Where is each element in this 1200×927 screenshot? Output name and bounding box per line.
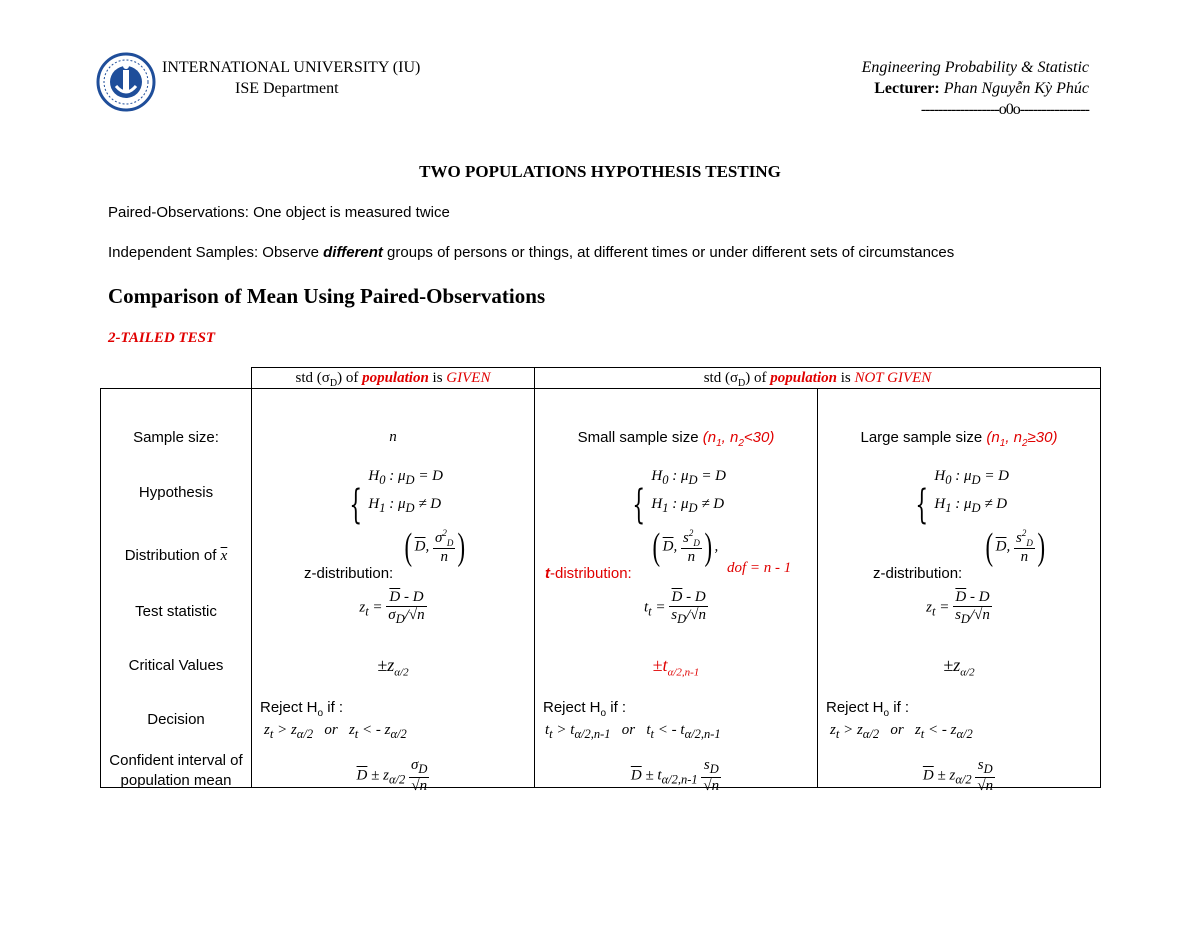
small-cond-1: (n [702,429,717,446]
header-not-given [535,368,1101,389]
small-reject-sub: o [600,708,607,719]
small-dof: dof = n - 1 [727,560,792,576]
large-hypothesis: {$H_0$ : $\mu_D = D$ $H_1$ : $\mu_D \ne D$ [915,468,1010,528]
label-decision: Decision [147,711,205,728]
header-given-is: is [428,370,447,386]
given-ci: $\overline{D} \pm z_{\alpha/2}$ $\frac{\sigma_D}{√n}$ [356,757,428,794]
large-size-text: Large sample size [860,429,987,446]
label-distribution-text: Distribution of [124,547,217,564]
large-ci: $\overline{D} \pm z_{\alpha/2}$ $\frac{s_D}{√n}$ [922,757,994,794]
large-size-cond: ($n_1$, $n_2\ge 30$) [986,429,1058,449]
label-distribution [101,547,251,565]
paired-definition: Paired-Observations: One object is measured twice [108,204,450,221]
label-test-statistic: Test statistic [135,603,217,620]
small-dist-name [545,565,632,582]
small-critical-value: $\pm t_{\alpha/2,n-1}$ [652,655,700,679]
header-given [252,368,535,389]
small-reject-suffix: if : [606,699,627,716]
independent-text-2: groups of persons or things, at different times or under different sets of circumstances [382,244,955,261]
large-dist-name: z-distribution: [873,565,963,582]
header-ng-status: NOT GIVEN [854,370,932,386]
large-reject-sub: o [883,708,890,719]
given-dist-name: z-distribution: [304,565,394,582]
given-hypothesis: {$H_0$ : $\mu_D = D$ $H_1$ : $\mu_D \ne D$ [349,468,444,528]
column-small-sample [535,389,818,794]
small-size-text: Small sample size [577,429,703,446]
given-reject-sub: o [317,708,324,719]
small-reject-text: Reject H [543,699,601,716]
small-decision-rule: $t_t > t_{\alpha/2,n-1}$ or $t_t$ < - $t_{\alpha/2,n-1}$ [545,722,721,741]
table-corner [101,368,252,389]
small-dist-text: -distribution: [550,565,632,582]
row-labels-column [101,389,252,788]
lecturer-name: Phan Nguyễn Kỳ Phúc [943,80,1089,97]
label-ci: Confident interval of population mean [109,752,243,789]
small-or: or [621,722,636,738]
page-title: TWO POPULATIONS HYPOTHESIS TESTING [419,162,781,181]
header-given-pop: population [362,370,429,386]
header-ng-pop: population [770,370,837,386]
small-sample-size [535,429,817,449]
given-test-statistic: $z_t$ = $\frac{\overline{D} - D}{\sigma_D/√n}$ [359,589,425,626]
given-distribution: ( $\overline{D}$, $\frac{\sigma^2_D}{n}$ ) z-distribution: [304,526,466,582]
header-ng-is: is [836,370,855,386]
small-decision-label [543,699,626,719]
section-heading: Comparison of Mean Using Paired-Observations [108,284,546,308]
small-distribution: ( $\overline{D}$, $\frac{s^2_D}{n}$ ) , t-distribution: dof = n - 1 [545,526,792,582]
large-decision-label [826,699,909,719]
column-large-sample [818,389,1101,794]
label-distribution-var: $\overline{x}$ [220,548,228,564]
header-given-status: GIVEN [446,370,491,386]
large-decision-rule: $z_t > z_{\alpha/2}$ or $z_t$ < - $z_{\alpha/2}$ [830,722,973,741]
given-critical-value: $\pm z_{\alpha/2}$ [377,655,409,679]
small-dist-t: t [545,565,550,582]
header-ng-prefix: std (σ [703,370,739,386]
independent-emphasis: different [323,244,383,261]
course-name: Engineering Probability & Statistic [861,59,1089,76]
university-name: INTERNATIONAL UNIVERSITY (IU) [162,59,421,76]
header-right [862,57,1089,120]
header-divider: ------------------o0o---------------- [920,101,1089,118]
given-or: or [324,722,338,738]
large-cond-1: (n [986,429,1000,446]
large-test-statistic: $z_t$ = $\frac{\overline{D} - D}{s_D/√n}$ [926,589,990,626]
large-sample-size [818,429,1100,449]
small-cond-3: <30) [743,429,775,446]
independent-text-1: Independent Samples: Observe [108,244,324,261]
large-distribution: ( $\overline{D}$, $\frac{s^2_D}{n}$ ) z-distribution: [873,526,1045,582]
header-left [162,57,420,99]
header-given-mid: ) of [337,370,363,386]
given-reject-text: Reject H [260,699,318,716]
given-sample-size: n [389,429,397,445]
department-name: ISE Department [235,80,339,97]
independent-definition [108,244,954,261]
large-critical-value: $\pm z_{\alpha/2}$ [943,655,975,679]
test-type-subheading: 2-TAILED TEST [108,330,216,346]
university-logo [96,52,156,112]
header-given-prefix: std (σ [295,370,330,386]
header-ng-mid: ) of [745,370,771,386]
column-given [252,389,535,794]
large-reject-text: Reject H [826,699,884,716]
small-test-statistic: $t_t$ = $\frac{\overline{D} - D}{s_D/√n}$ [643,589,707,626]
header-ng-sub: D [738,378,746,389]
comparison-table [100,367,1101,794]
header-given-sub: D [329,378,338,389]
large-cond-2: , n [1005,429,1022,446]
label-sample-size: Sample size: [133,429,219,446]
large-or: or [890,722,904,738]
large-reject-suffix: if : [889,699,910,716]
small-cond-2: , n [721,429,739,446]
large-cond-3: ≥30) [1027,429,1058,446]
given-decision-label [260,699,343,719]
lecturer-line [862,78,1089,99]
lecturer-label: Lecturer: [874,80,940,97]
given-reject-suffix: if : [323,699,344,716]
label-hypothesis: Hypothesis [138,484,214,501]
small-size-cond: ($n_1$, $n_2<30$) [702,429,775,449]
label-critical-values: Critical Values [128,657,224,674]
given-decision-rule: $z_t > z_{\alpha/2}$ or $z_t$ < - $z_{\alpha/2}$ [264,722,407,741]
small-hypothesis: {$H_0$ : $\mu_D = D$ $H_1$ : $\mu_D \ne D$ [632,468,727,528]
small-ci: $\overline{D} \pm t_{\alpha/2,n-1}$ $\frac{s_D}{√n}$ [630,757,720,794]
